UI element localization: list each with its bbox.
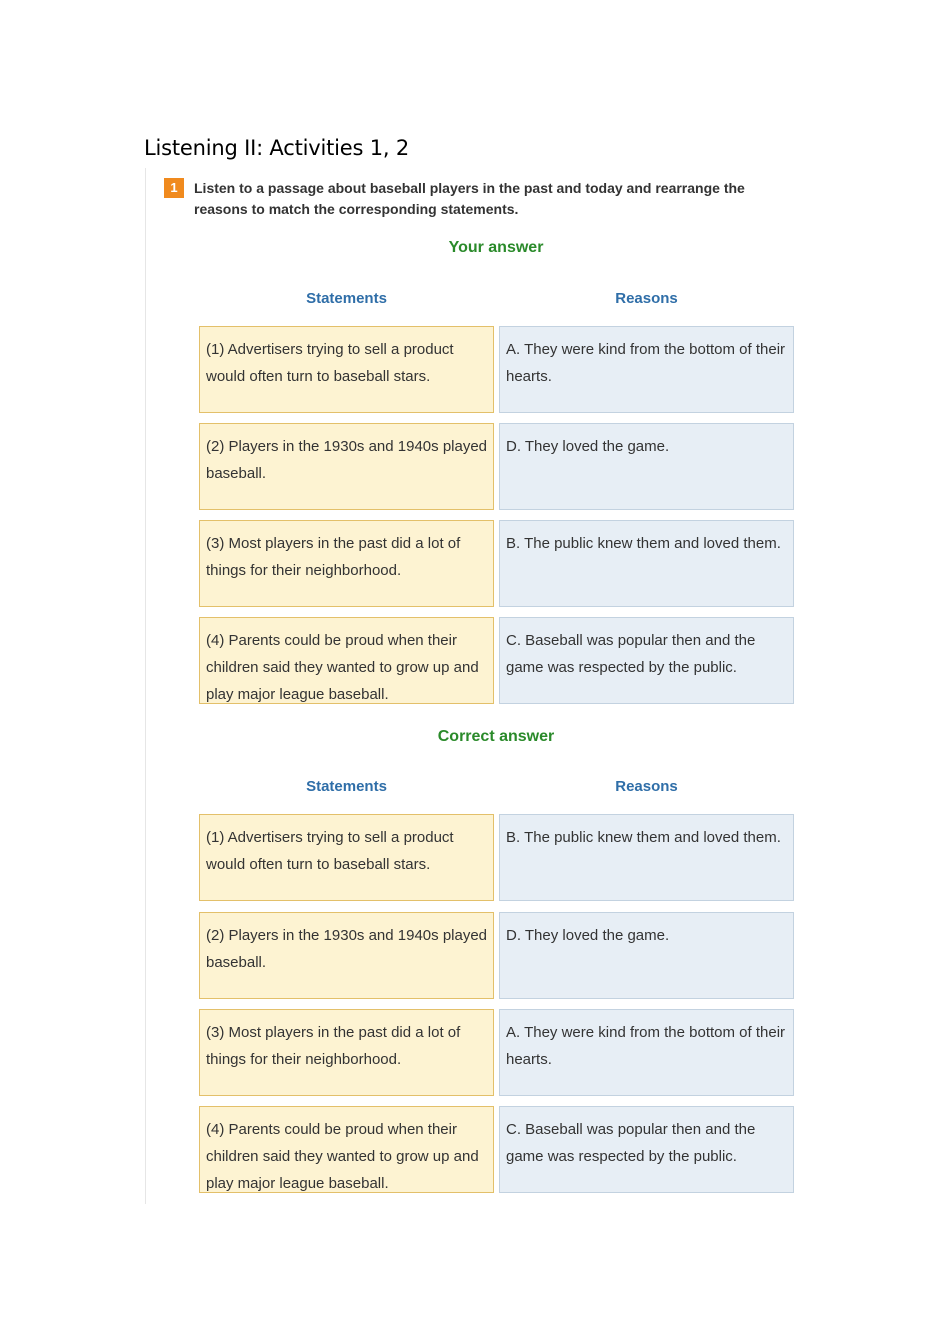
- correct-answer-reason-2: D. They loved the game.: [499, 912, 794, 999]
- correct-answer-statements-header: Statements: [306, 778, 387, 795]
- correct-answer-reason-3: A. They were kind from the bottom of their hearts.: [499, 1009, 794, 1096]
- your-answer-reason-4[interactable]: C. Baseball was popular then and the game was respected by the public.: [499, 617, 794, 704]
- your-answer-statement-1: (1) Advertisers trying to sell a product would often turn to baseball stars.: [199, 326, 494, 413]
- your-answer-reason-3[interactable]: B. The public knew them and loved them.: [499, 520, 794, 607]
- page-heading: Listening II: Activities 1, 2: [144, 136, 409, 160]
- exercise-number-badge: 1: [164, 178, 184, 198]
- correct-answer-reason-4: C. Baseball was popular then and the game was respected by the public.: [499, 1106, 794, 1193]
- your-answer-reason-1[interactable]: A. They were kind from the bottom of their hearts.: [499, 326, 794, 413]
- your-answer-reasons-header: Reasons: [615, 290, 678, 307]
- your-answer-statement-4: (4) Parents could be proud when their children said they wanted to grow up and play major league baseball.: [199, 617, 494, 704]
- your-answer-title: Your answer: [448, 239, 544, 256]
- correct-answer-title: Correct answer: [437, 728, 555, 745]
- correct-answer-reason-1: B. The public knew them and loved them.: [499, 814, 794, 901]
- exercise-panel: [145, 168, 801, 1204]
- your-answer-reason-2[interactable]: D. They loved the game.: [499, 423, 794, 510]
- your-answer-statement-3: (3) Most players in the past did a lot of things for their neighborhood.: [199, 520, 494, 607]
- correct-answer-statement-4: (4) Parents could be proud when their children said they wanted to grow up and play major league baseball.: [199, 1106, 494, 1193]
- your-answer-statements-header: Statements: [306, 290, 387, 307]
- correct-answer-statement-2: (2) Players in the 1930s and 1940s played baseball.: [199, 912, 494, 999]
- your-answer-statement-2: (2) Players in the 1930s and 1940s played baseball.: [199, 423, 494, 510]
- correct-answer-statement-1: (1) Advertisers trying to sell a product would often turn to baseball stars.: [199, 814, 494, 901]
- exercise-instruction: Listen to a passage about baseball players in the past and today and rearrange the reasons to match the corresponding statements.: [194, 180, 745, 217]
- correct-answer-reasons-header: Reasons: [615, 778, 678, 795]
- correct-answer-statement-3: (3) Most players in the past did a lot of things for their neighborhood.: [199, 1009, 494, 1096]
